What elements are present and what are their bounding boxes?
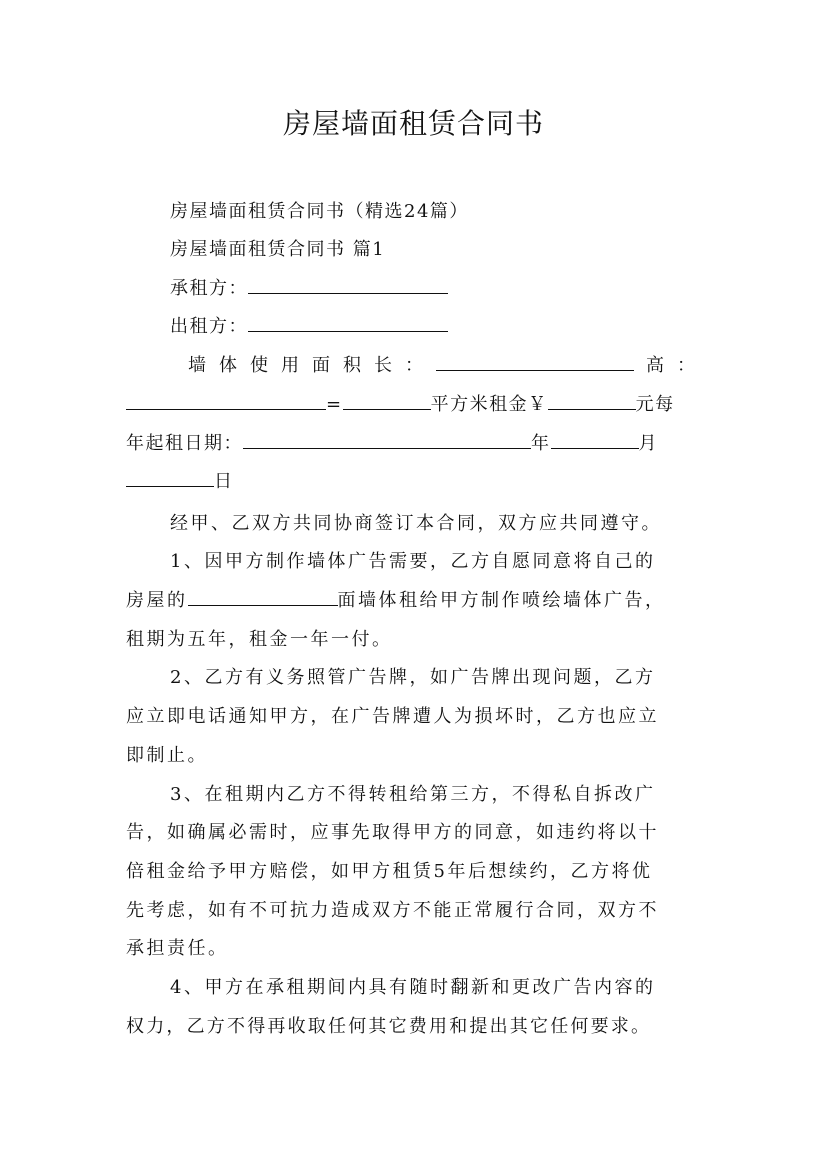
clause-3-line-4: 先考虑，如有不可抗力造成双方不能正常履行合同，双方不: [126, 900, 659, 921]
yuan-per-label: 元每: [635, 394, 675, 415]
wall-area-line: [188, 347, 708, 385]
start-date-line: [126, 425, 706, 463]
start-year-blank: [243, 426, 531, 449]
section-heading: 房屋墙面租赁合同书 篇1: [170, 239, 386, 260]
clause-3-line-3: 倍租金给予甲方赔偿，如甲方租赁5年后想续约，乙方将优: [126, 861, 653, 882]
clause-3-line-5: 承担责任。: [126, 938, 229, 959]
month-label: 月: [638, 433, 658, 454]
clause-1-text-b: 面墙体租给甲方制作喷绘墙体广告，: [337, 590, 666, 611]
clause-1-line-2: [126, 582, 706, 620]
clause-1-line-1: 1、因甲方制作墙体广告需要，乙方自愿同意将自己的: [170, 551, 656, 572]
start-date-label: 年起租日期：: [126, 433, 243, 454]
sqm-rent-label: 平方米租金￥: [430, 394, 548, 415]
document-title: 房屋墙面租赁合同书: [282, 107, 544, 140]
year-label: 年: [531, 433, 551, 454]
subtitle-line: 房屋墙面租赁合同书（精选24篇）: [170, 201, 469, 222]
lessor-label: 出租方：: [170, 316, 248, 337]
clause-3-line-1: 3、在租期内乙方不得转租给第三方，不得私自拆改广: [170, 784, 656, 805]
lessee-blank: [248, 271, 448, 294]
height-label: 高：: [646, 355, 708, 376]
wall-side-blank: [188, 583, 338, 606]
clause-2-line-2: 应立即电话通知甲方，在广告牌遭人为损坏时，乙方也应立: [126, 706, 659, 727]
wall-length-blank: [436, 348, 634, 371]
agreement-intro: 经甲、乙双方共同协商签订本合同，双方应共同遵守。: [170, 513, 662, 534]
clause-2-line-3: 即制止。: [126, 745, 208, 766]
lessor-line: [170, 308, 710, 346]
day-label: 日: [214, 471, 234, 492]
clause-2-line-1: 2、乙方有义务照管广告牌，如广告牌出现问题，乙方: [170, 667, 656, 688]
lessee-label: 承租方：: [170, 278, 248, 299]
day-line: [126, 463, 706, 501]
height-blank: [126, 387, 326, 410]
lessee-line: [170, 270, 710, 308]
clause-1-text-a: 房屋的: [126, 590, 188, 611]
rent-blank: [548, 387, 636, 410]
clause-1-line-3: 租期为五年，租金一年一付。: [126, 629, 393, 650]
clause-4-line-1: 4、甲方在承租期间内具有随时翻新和更改广告内容的: [170, 977, 656, 998]
lessor-blank: [248, 309, 448, 332]
start-month-blank: [551, 426, 639, 449]
clause-4-line-2: 权力，乙方不得再收取任何其它费用和提出其它任何要求。: [126, 1016, 652, 1037]
rent-line: [126, 386, 706, 424]
clause-3-line-2: 告，如确属必需时，应事先取得甲方的同意，如违约将以十: [126, 822, 659, 843]
equals-sign: =: [326, 394, 343, 415]
area-blank: [343, 387, 431, 410]
start-day-blank: [126, 464, 214, 487]
wall-area-label: 墙体使用面积长：: [188, 355, 436, 376]
